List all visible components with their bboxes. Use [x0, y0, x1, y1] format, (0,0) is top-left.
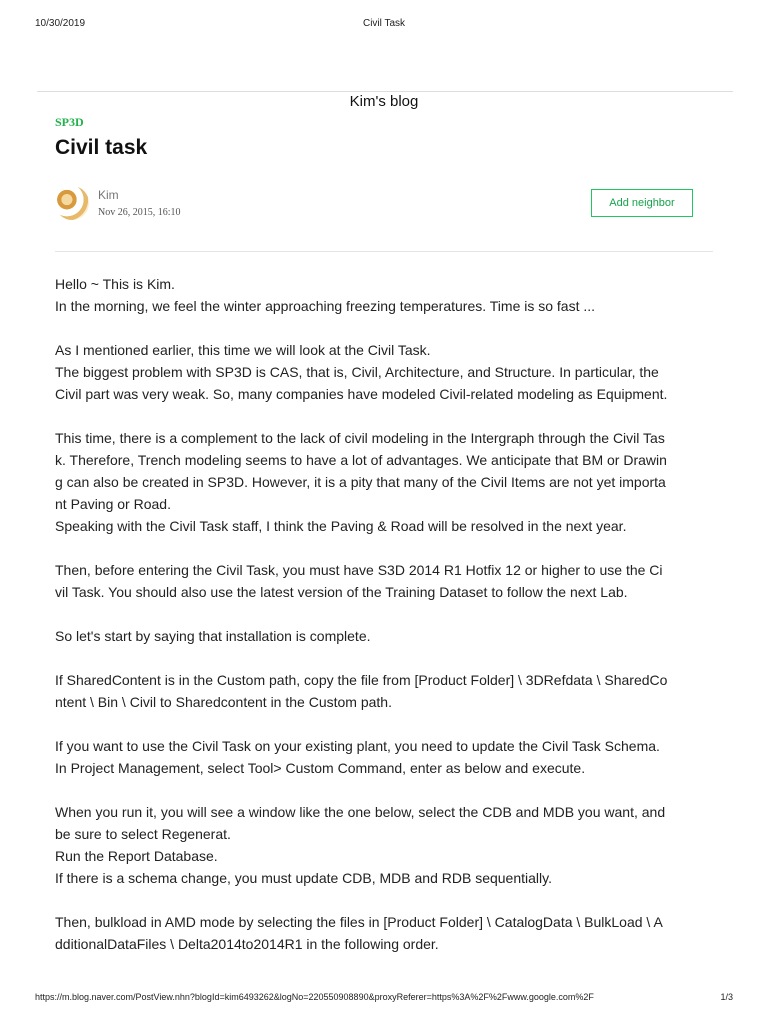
body-line: ntent \ Bin \ Civil to Sharedcontent in the Custom path. [55, 694, 392, 710]
body-paragraph [55, 669, 715, 713]
body-line: If SharedContent is in the Custom path, copy the file from [Product Folder] \ 3DRefdata \ SharedCo [55, 672, 668, 688]
body-line: If there is a schema change, you must update CDB, MDB and RDB sequentially. [55, 870, 552, 886]
body-paragraph [55, 559, 715, 603]
body-line: Speaking with the Civil Task staff, I think the Paving & Road will be resolved in the next year. [55, 518, 627, 534]
body-line: The biggest problem with SP3D is CAS, that is, Civil, Architecture, and Structure. In particular, the [55, 364, 659, 380]
body-line: Civil part was very weak. So, many companies have modeled Civil-related modeling as Equipment. [55, 386, 668, 402]
body-line: So let's start by saying that installation is complete. [55, 628, 371, 644]
post-title: Civil task [55, 136, 148, 159]
body-line: Then, bulkload in AMD mode by selecting the files in [Product Folder] \ CatalogData \ BulkLoad \ A [55, 914, 663, 930]
body-line: As I mentioned earlier, this time we will look at the Civil Task. [55, 342, 431, 358]
post-header-divider [55, 251, 713, 252]
body-paragraph [55, 735, 715, 779]
body-line: k. Therefore, Trench modeling seems to have a lot of advantages. We anticipate that BM or Drawin [55, 452, 667, 468]
author-name[interactable]: Kim [98, 188, 119, 202]
print-date: 10/30/2019 [35, 18, 86, 29]
add-neighbor-button[interactable]: Add neighbor [591, 189, 693, 217]
body-line: If you want to use the Civil Task on your existing plant, you need to update the Civil Task Schema. [55, 738, 660, 754]
blog-name[interactable]: Kim's blog [349, 93, 419, 110]
body-paragraph [55, 339, 715, 405]
body-line: Run the Report Database. [55, 848, 218, 864]
body-paragraph [55, 273, 715, 317]
body-line: dditionalDataFiles \ Delta2014to2014R1 in the following order. [55, 936, 439, 952]
body-line: vil Task. You should also use the latest version of the Training Dataset to follow the next Lab. [55, 584, 628, 600]
post-body [55, 273, 715, 977]
footer-url: https://m.blog.naver.com/PostView.nhn?blogId=kim6493262&logNo=220550908890&proxyReferer=https%3A%2F%2Fwww.google.com%2F [35, 992, 594, 1002]
body-line: Then, before entering the Civil Task, you must have S3D 2014 R1 Hotfix 12 or higher to use the Ci [55, 562, 663, 578]
body-line: g can also be created in SP3D. However, it is a pity that many of the Civil Items are not yet importa [55, 474, 666, 490]
author-avatar[interactable] [55, 186, 89, 220]
page-number: 1/3 [720, 992, 733, 1002]
body-line: In the morning, we feel the winter approaching freezing temperatures. Time is so fast ... [55, 298, 596, 314]
body-paragraph [55, 625, 715, 647]
body-line: Hello ~ This is Kim. [55, 276, 175, 292]
body-line: When you run it, you will see a window like the one below, select the CDB and MDB you want, and [55, 804, 666, 820]
header-divider [37, 91, 733, 92]
body-line: be sure to select Regenerat. [55, 826, 231, 842]
post-date: Nov 26, 2015, 16:10 [98, 207, 181, 218]
print-title: Civil Task [362, 18, 406, 29]
body-paragraph [55, 427, 715, 537]
body-line: In Project Management, select Tool> Custom Command, enter as below and execute. [55, 760, 586, 776]
body-line: nt Paving or Road. [55, 496, 171, 512]
body-paragraph [55, 801, 715, 889]
body-paragraph [55, 911, 715, 955]
post-category-link[interactable]: SP3D [55, 115, 84, 129]
body-line: This time, there is a complement to the lack of civil modeling in the Intergraph through the Civil Tas [55, 430, 665, 446]
